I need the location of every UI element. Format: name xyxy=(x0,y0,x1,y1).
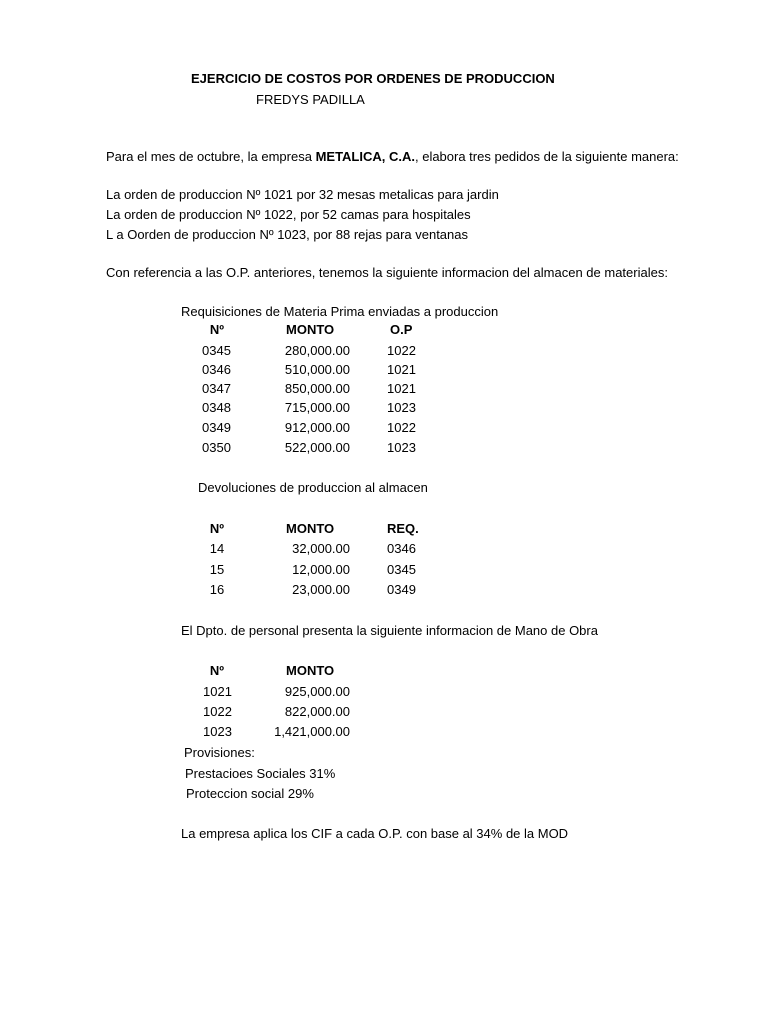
author-name: FREDYS PADILLA xyxy=(256,92,365,107)
mo-header-num: Nº xyxy=(209,663,225,678)
dev-row-1-monto: 32,000.00 xyxy=(292,541,350,556)
req-row-1-num: 0345 xyxy=(202,343,231,358)
provision-item-prestaciones: Prestacioes Sociales 31% xyxy=(185,766,336,781)
mo-row-3-monto: 1,421,000.00 xyxy=(274,724,350,739)
dev-row-2-monto: 12,000.00 xyxy=(292,562,350,577)
requisiciones-title: Requisiciones de Materia Prima enviadas a produccion xyxy=(181,304,499,319)
cif-paragraph: La empresa aplica los CIF a cada O.P. con base al 34% de la MOD xyxy=(181,826,569,841)
req-row-2-monto: 510,000.00 xyxy=(284,362,350,377)
devoluciones-title: Devoluciones de produccion al almacen xyxy=(198,480,428,495)
provisiones-label: Provisiones: xyxy=(184,745,255,760)
order-line-1023: L a Oorden de produccion Nº 1023, por 88 rejas para ventanas xyxy=(106,227,469,242)
req-row-1-op: 1022 xyxy=(387,343,416,358)
req-row-4-op: 1023 xyxy=(387,400,416,415)
order-line-1022: La orden de produccion Nº 1022, por 52 camas para hospitales xyxy=(106,207,471,222)
req-header-op: O.P xyxy=(390,322,413,337)
req-row-5-num: 0349 xyxy=(202,420,231,435)
req-row-5-op: 1022 xyxy=(387,420,416,435)
req-row-2-op: 1021 xyxy=(387,362,416,377)
dev-header-monto: MONTO xyxy=(286,521,335,536)
reference-paragraph: Con referencia a las O.P. anteriores, tenemos la siguiente informacion del almacen de materiales: xyxy=(106,265,668,280)
req-row-4-monto: 715,000.00 xyxy=(284,400,350,415)
order-line-1021: La orden de produccion Nº 1021 por 32 mesas metalicas para jardin xyxy=(106,187,499,202)
req-row-6-op: 1023 xyxy=(387,440,416,455)
dev-row-2-num: 15 xyxy=(209,562,225,577)
req-header-monto: MONTO xyxy=(286,322,335,337)
req-row-5-monto: 912,000.00 xyxy=(284,420,350,435)
dev-row-1-req: 0346 xyxy=(387,541,416,556)
mo-row-2-monto: 822,000.00 xyxy=(284,704,350,719)
req-row-3-monto: 850,000.00 xyxy=(284,381,350,396)
mo-row-1-num: 1021 xyxy=(203,684,232,699)
req-row-3-num: 0347 xyxy=(202,381,231,396)
req-header-num: Nº xyxy=(209,322,225,337)
dev-row-3-req: 0349 xyxy=(387,582,416,597)
dev-row-2-req: 0345 xyxy=(387,562,416,577)
mo-header-monto: MONTO xyxy=(286,663,335,678)
mano-obra-title: El Dpto. de personal presenta la siguiente informacion de Mano de Obra xyxy=(181,623,598,638)
dev-row-1-num: 14 xyxy=(209,541,225,556)
req-row-6-num: 0350 xyxy=(202,440,231,455)
intro-text-before: Para el mes de octubre, la empresa xyxy=(106,149,316,164)
document-title: EJERCICIO DE COSTOS POR ORDENES DE PRODUCCION xyxy=(191,71,555,86)
req-row-3-op: 1021 xyxy=(387,381,416,396)
dev-row-3-monto: 23,000.00 xyxy=(292,582,350,597)
req-row-1-monto: 280,000.00 xyxy=(284,343,350,358)
intro-text-after: , elabora tres pedidos de la siguiente manera: xyxy=(414,149,679,164)
dev-header-req: REQ. xyxy=(387,521,419,536)
mo-row-3-num: 1023 xyxy=(203,724,232,739)
dev-row-3-num: 16 xyxy=(209,582,225,597)
req-row-2-num: 0346 xyxy=(202,362,231,377)
req-row-4-num: 0348 xyxy=(202,400,231,415)
req-row-6-monto: 522,000.00 xyxy=(284,440,350,455)
mo-row-2-num: 1022 xyxy=(203,704,232,719)
mo-row-1-monto: 925,000.00 xyxy=(284,684,350,699)
provision-item-proteccion: Proteccion social 29% xyxy=(186,786,314,801)
intro-paragraph xyxy=(106,149,679,165)
dev-header-num: Nº xyxy=(209,521,225,536)
company-name: METALICA, C.A. xyxy=(315,149,415,164)
